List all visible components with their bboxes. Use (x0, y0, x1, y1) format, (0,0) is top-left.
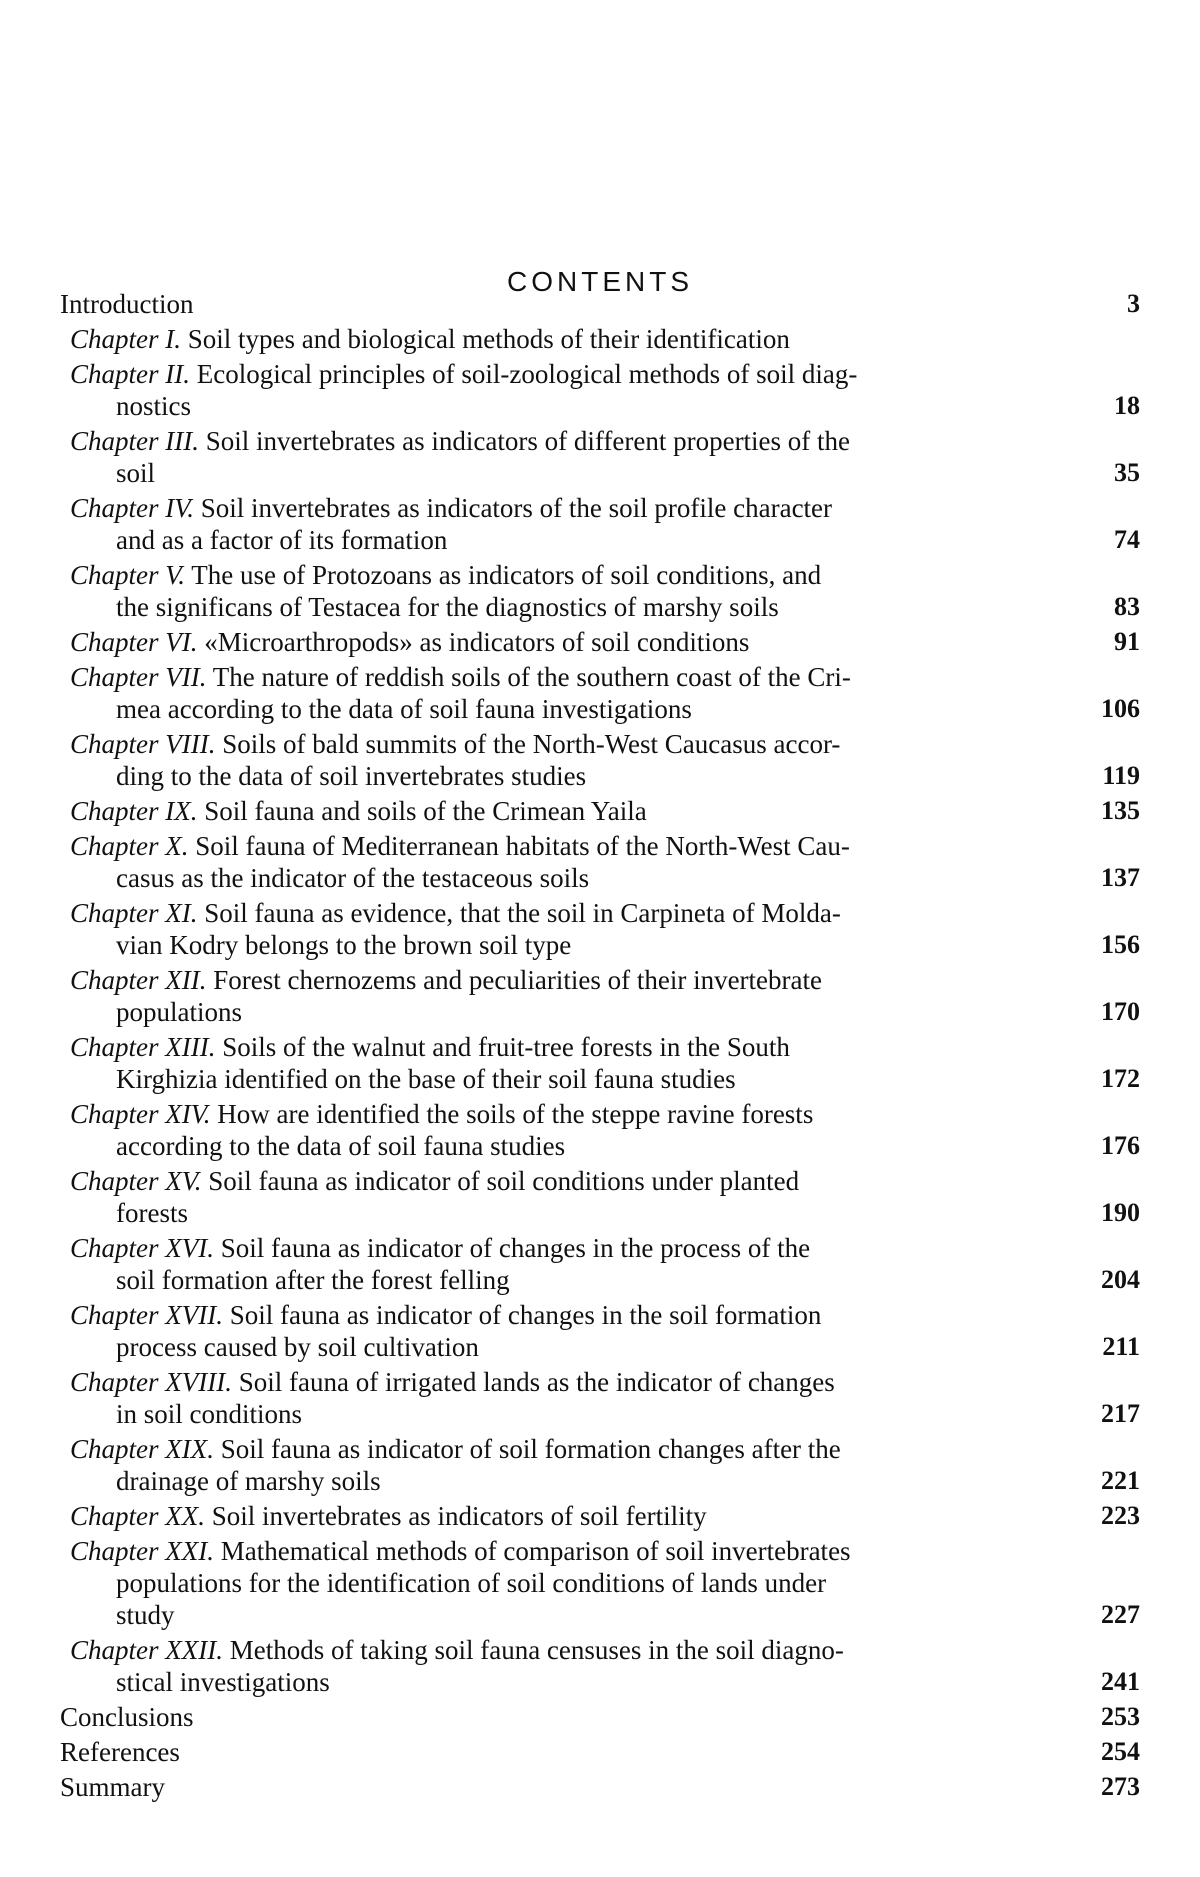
toc-entry-line (60, 1535, 1140, 1567)
toc-entry (60, 288, 1140, 320)
page-number: 176 (1101, 1131, 1140, 1160)
entry-title-text: nostics (116, 391, 192, 421)
toc-entry (60, 1535, 1140, 1631)
toc-entry (60, 661, 1140, 725)
chapter-label: Chapter X. (70, 831, 189, 861)
chapter-label: Chapter XXII. (70, 1635, 223, 1665)
entry-title-text: Soil invertebrates as indicators of soil fertility (211, 1501, 707, 1531)
entry-title-text: «Microarthropods» as indicators of soil conditions (204, 627, 750, 657)
page-number: 137 (1101, 863, 1140, 892)
toc-entry-line (60, 728, 1140, 760)
entry-title-text: Methods of taking soil fauna censuses in the soil diagno- (229, 1635, 844, 1665)
toc-entry-line (60, 1264, 1140, 1296)
toc-entry-line (60, 323, 1140, 355)
entry-title-text: Soils of the walnut and fruit-tree forests in the South (222, 1032, 790, 1062)
toc-entry-line (60, 1299, 1140, 1331)
page-number: 217 (1101, 1399, 1140, 1428)
toc-entry-line (60, 492, 1140, 524)
page-number: 18 (1114, 391, 1140, 420)
toc-entry (60, 1098, 1140, 1162)
entry-title-text: Soil types and biological methods of their identification (187, 324, 790, 354)
toc-entry-line (60, 1433, 1140, 1465)
toc-entry-line (60, 1366, 1140, 1398)
entry-title-text: populations for the identification of soil conditions of lands under (116, 1568, 827, 1598)
entry-title-text: The use of Protozoans as indicators of soil conditions, and (191, 560, 822, 590)
page-number: 74 (1114, 525, 1140, 554)
page-number: 254 (1101, 1737, 1140, 1766)
toc-entry-line (60, 1197, 1140, 1229)
page-title: CONTENTS (507, 266, 693, 297)
toc-entry-line (60, 1567, 1140, 1599)
toc-entry-line (60, 1736, 1140, 1768)
toc-entry-line (60, 862, 1140, 894)
chapter-label: Chapter IV. (70, 493, 195, 523)
page-number: 106 (1101, 694, 1140, 723)
page-number: 170 (1101, 997, 1140, 1026)
entry-title-text: ding to the data of soil invertebrates studies (116, 761, 587, 791)
chapter-label: Chapter XI. (70, 898, 198, 928)
chapter-label: Chapter VI. (70, 627, 198, 657)
toc-entry (60, 964, 1140, 1028)
toc-entry (60, 425, 1140, 489)
toc-entry-line (60, 1465, 1140, 1497)
toc-entry-line (60, 626, 1140, 658)
toc-entry-line (60, 760, 1140, 792)
toc-entry (60, 1299, 1140, 1363)
chapter-label: Chapter XIX. (70, 1434, 214, 1464)
page-number: 135 (1101, 796, 1140, 825)
chapter-label: Chapter XII. (70, 965, 207, 995)
toc-entry (60, 1232, 1140, 1296)
entry-title-text: Soil fauna as evidence, that the soil in Carpineta of Molda- (204, 898, 841, 928)
toc-entry (60, 897, 1140, 961)
page-number: 241 (1101, 1667, 1140, 1696)
page-number: 190 (1101, 1198, 1140, 1227)
chapter-label: Chapter VIII. (70, 729, 216, 759)
entry-title-text: populations (116, 997, 242, 1027)
entry-title-text: stical investigations (116, 1667, 330, 1697)
entry-title-text: casus as the indicator of the testaceous soils (116, 863, 590, 893)
entry-title-text: References (60, 1737, 180, 1767)
page-number: 35 (1114, 458, 1140, 487)
toc-entry (60, 1500, 1140, 1532)
toc-entry-line (60, 390, 1140, 422)
toc-entry-line (60, 1130, 1140, 1162)
chapter-label: Chapter XIV. (70, 1099, 211, 1129)
chapter-label: Chapter VII. (70, 662, 207, 692)
toc-entry (60, 358, 1140, 422)
page-number: 273 (1101, 1772, 1140, 1801)
toc-entry (60, 1366, 1140, 1430)
entry-title-text: process caused by soil cultivation (116, 1332, 479, 1362)
toc-entry-line (60, 1634, 1140, 1666)
entry-title-text: Soil fauna as indicator of soil conditions under planted (208, 1166, 800, 1196)
entry-title-text: Introduction (60, 289, 194, 319)
page-number: 119 (1102, 761, 1140, 790)
entry-title-text: How are identified the soils of the steppe ravine forests (217, 1099, 814, 1129)
toc-entry-line (60, 457, 1140, 489)
entry-title-text: Soil fauna as indicator of changes in the soil formation (229, 1300, 822, 1330)
chapter-label: Chapter III. (70, 426, 199, 456)
toc-entry (60, 1736, 1140, 1768)
toc-entry (60, 728, 1140, 792)
toc-entry (60, 1701, 1140, 1733)
toc-entry (60, 1433, 1140, 1497)
chapter-label: Chapter XIII. (70, 1032, 216, 1062)
entry-title-text: Kirghizia identified on the base of their soil fauna studies (116, 1064, 736, 1094)
entry-title-text: study (116, 1600, 175, 1630)
page-number: 91 (1114, 627, 1140, 656)
chapter-label: Chapter II. (70, 359, 190, 389)
chapter-label: Chapter XVI. (70, 1233, 214, 1263)
toc-entry (60, 323, 1140, 355)
entry-title-text: mea according to the data of soil fauna investigations (116, 694, 692, 724)
toc-entry-line (60, 661, 1140, 693)
toc-entry-line (60, 1771, 1140, 1803)
entry-title-text: Ecological principles of soil-zoological methods of soil diag- (196, 359, 858, 389)
page-number: 156 (1101, 930, 1140, 959)
chapter-label: Chapter V. (70, 560, 186, 590)
toc-entry-line (60, 1398, 1140, 1430)
entry-title-text: soil formation after the forest felling (116, 1265, 510, 1295)
chapter-label: Chapter XVIII. (70, 1367, 232, 1397)
chapter-label: Chapter I. (70, 324, 181, 354)
entry-title-text: drainage of marshy soils (116, 1466, 381, 1496)
entry-title-text: Soil fauna as indicator of changes in the process of the (220, 1233, 811, 1263)
entry-title-text: Soil fauna of Mediterranean habitats of the North-West Cau- (195, 831, 850, 861)
toc-entry-line (60, 1031, 1140, 1063)
toc-entry-line (60, 1666, 1140, 1698)
entry-title-text: according to the data of soil fauna studies (116, 1131, 566, 1161)
entry-title-text: the significans of Testacea for the diagnostics of marshy soils (116, 592, 779, 622)
toc-entry-line (60, 1165, 1140, 1197)
toc-entry-line (60, 591, 1140, 623)
entry-title-text: Mathematical methods of comparison of soil invertebrates (220, 1536, 851, 1566)
page-number: 211 (1102, 1332, 1140, 1361)
toc-entry-line (60, 1500, 1140, 1532)
toc-entry (60, 492, 1140, 556)
toc-entry (60, 1031, 1140, 1095)
entry-title-text: Soil fauna as indicator of soil formation changes after the (220, 1434, 841, 1464)
toc-entry-line (60, 964, 1140, 996)
toc-entry-line (60, 1701, 1140, 1733)
entry-title-text: Conclusions (60, 1702, 194, 1732)
toc-entry-line (60, 1098, 1140, 1130)
toc-entry-line (60, 425, 1140, 457)
toc-entry-line (60, 996, 1140, 1028)
entry-title-text: in soil conditions (116, 1399, 303, 1429)
chapter-label: Chapter XVII. (70, 1300, 223, 1330)
toc-entry-line (60, 1331, 1140, 1363)
page-number: 83 (1114, 592, 1140, 621)
page-number: 3 (1127, 289, 1140, 318)
toc-entry-line (60, 1599, 1140, 1631)
toc-entry-line (60, 559, 1140, 591)
toc-entry-line (60, 693, 1140, 725)
toc-entry (60, 1165, 1140, 1229)
toc-entry-line (60, 929, 1140, 961)
entry-title-text: Soil fauna and soils of the Crimean Yaila (204, 796, 647, 826)
entry-title-text: The nature of reddish soils of the southern coast of the Cri- (212, 662, 851, 692)
toc-entry (60, 830, 1140, 894)
toc-entry (60, 559, 1140, 623)
toc-entry (60, 1634, 1140, 1698)
toc-entry-line (60, 1063, 1140, 1095)
entry-title-text: vian Kodry belongs to the brown soil type (116, 930, 572, 960)
toc-entry-line (60, 524, 1140, 556)
toc-entry (60, 1771, 1140, 1803)
entry-title-text: Soils of bald summits of the North-West Caucasus accor- (222, 729, 841, 759)
entry-title-text: forests (116, 1198, 188, 1228)
toc-entry-line (60, 897, 1140, 929)
entry-title-text: Soil invertebrates as indicators of the soil profile character (200, 493, 833, 523)
toc-entry-line (60, 830, 1140, 862)
chapter-label: Chapter XX. (70, 1501, 205, 1531)
entry-title-text: Summary (60, 1772, 165, 1802)
page-number: 223 (1101, 1501, 1140, 1530)
chapter-label: Chapter XV. (70, 1166, 202, 1196)
toc-entry (60, 626, 1140, 658)
toc-entry-line (60, 358, 1140, 390)
chapter-label: Chapter XXI. (70, 1536, 214, 1566)
toc-entry-line (60, 288, 1140, 320)
toc-entry-line (60, 795, 1140, 827)
entry-title-text: Soil invertebrates as indicators of different properties of the (205, 426, 851, 456)
toc-entry (60, 795, 1140, 827)
page-number: 253 (1101, 1702, 1140, 1731)
page-number: 227 (1101, 1600, 1140, 1629)
entry-title-text: soil (116, 458, 156, 488)
page-number: 204 (1101, 1265, 1140, 1294)
entry-title-text: Forest chernozems and peculiarities of their invertebrate (213, 965, 822, 995)
page-number: 172 (1101, 1064, 1140, 1093)
chapter-label: Chapter IX. (70, 796, 198, 826)
entry-title-text: Soil fauna of irrigated lands as the indicator of changes (238, 1367, 835, 1397)
toc-entry-line (60, 1232, 1140, 1264)
page-number: 221 (1101, 1466, 1140, 1495)
entry-title-text: and as a factor of its formation (116, 525, 448, 555)
